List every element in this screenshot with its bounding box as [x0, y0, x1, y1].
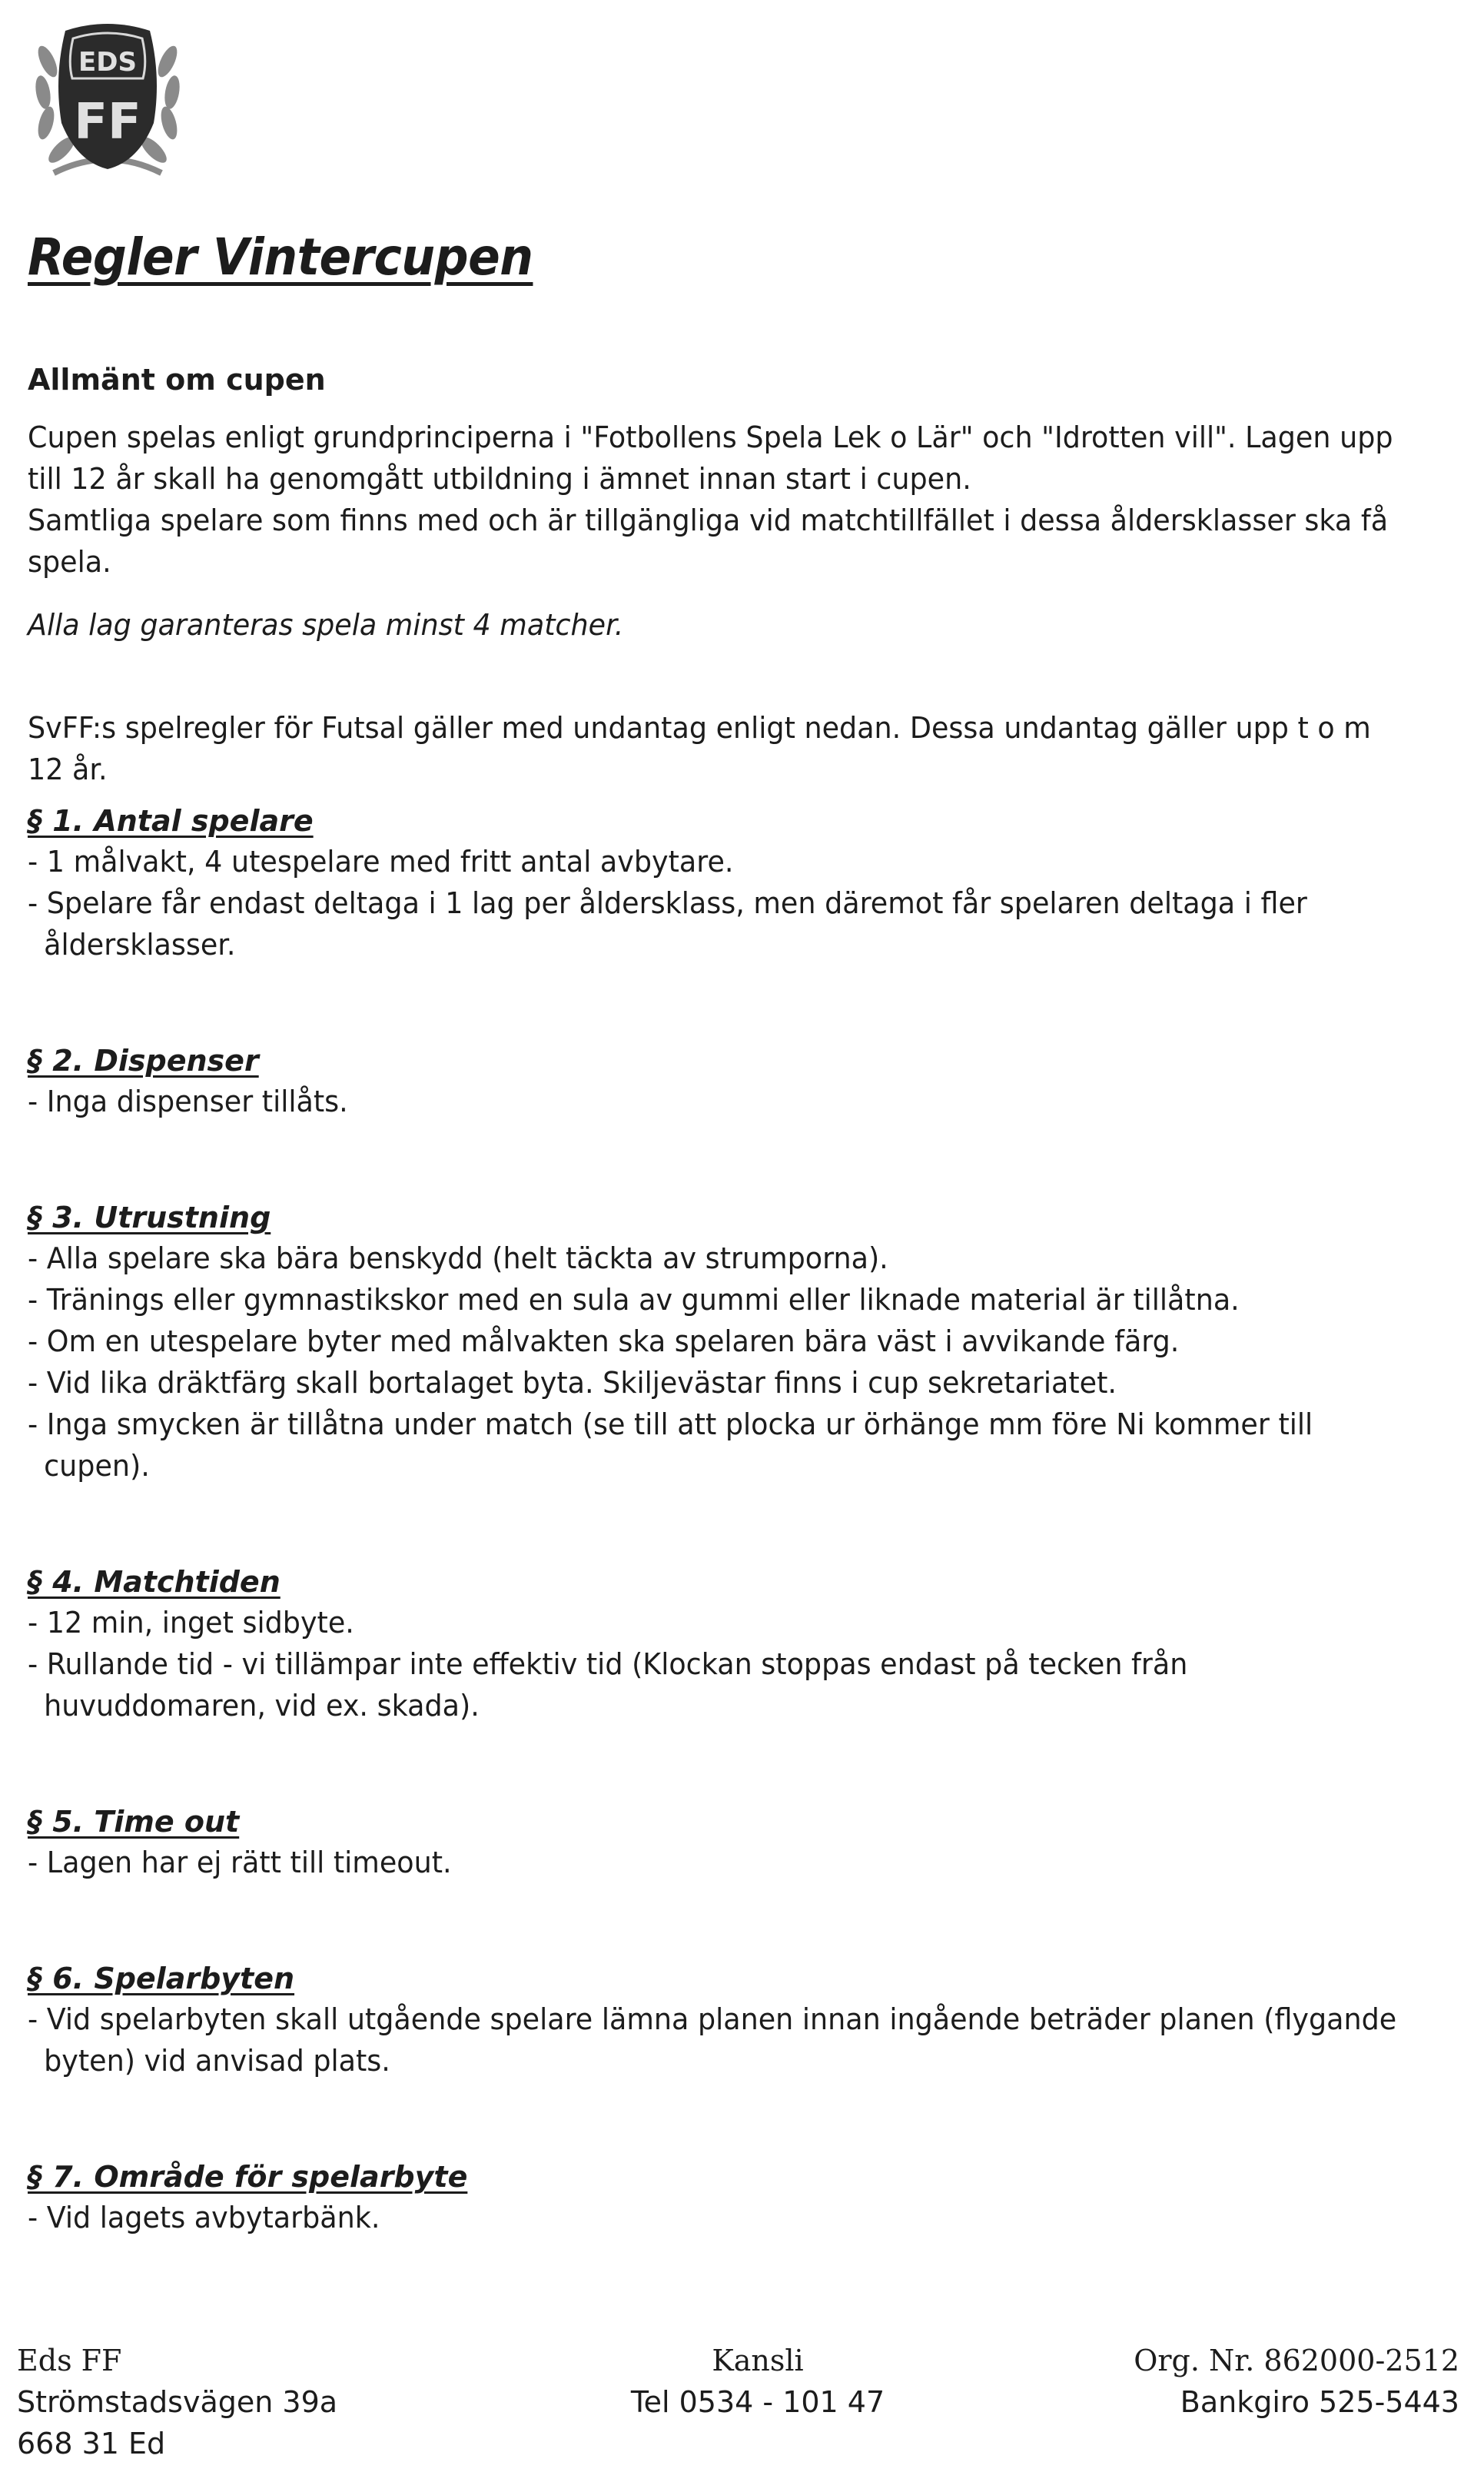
section-heading: § 5. Time out	[28, 1805, 240, 1839]
section-3	[28, 1198, 1472, 1487]
footer-club-name: Eds FF	[17, 2344, 122, 2377]
page-title: Regler Vintercupen	[28, 228, 533, 287]
list-item: - Om en utespelare byter med målvakten ska spelaren bära väst i avvikande färg.	[28, 1324, 1180, 1358]
list-item: - Inga dispenser tillåts.	[28, 1085, 348, 1118]
footer-org	[1134, 2340, 1459, 2423]
list-item: - Lagen har ej rätt till timeout.	[28, 1846, 452, 1879]
intro-paragraph-3: Alla lag garanteras spela minst 4 matcher.	[28, 608, 624, 642]
section-5	[28, 1802, 1472, 1883]
footer-office	[612, 2340, 904, 2423]
footer-street: Strömstadsvägen 39a	[17, 2385, 338, 2419]
list-item: - Alla spelare ska bära benskydd (helt täckta av strumporna).	[28, 1241, 888, 1275]
list-item: - Vid lagets avbytarbänk.	[28, 2201, 380, 2234]
logo-bottom-text: FF	[74, 94, 141, 151]
list-item: - Tränings eller gymnastikskor med en sula av gummi eller liknade material är tillåtna.	[28, 1283, 1240, 1317]
intro-paragraph-4: SvFF:s spelregler för Futsal gäller med undantag enligt nedan. Dessa undantag gäller upp t o m 12 år.	[28, 711, 1371, 786]
list-item: - 12 min, inget sidbyte.	[28, 1606, 354, 1640]
section-heading: § 3. Utrustning	[28, 1201, 271, 1234]
intro-paragraph-2: Samtliga spelare som finns med och är tillgängliga vid matchtillfället i dessa åldersklasser ska få spela.	[28, 503, 1389, 579]
section-heading: § 4. Matchtiden	[28, 1565, 281, 1599]
list-item: - Vid spelarbyten skall utgående spelare lämna planen innan ingående beträder planen (flygande byten) vid anvisad plats.	[28, 2002, 1397, 2078]
footer-address	[17, 2340, 337, 2464]
footer-bankgiro: Bankgiro 525-5443	[1180, 2385, 1459, 2419]
footer-phone: Tel 0534 - 101 47	[630, 2385, 885, 2419]
section-heading: § 6. Spelarbyten	[28, 1962, 295, 1995]
logo-top-text: EDS	[78, 47, 137, 78]
intro-paragraph-1: Cupen spelas enligt grundprinciperna i "Fotbollens Spela Lek o Lär" och "Idrotten vill". Lagen upp till 12 år skall ha genomgått utbildning i ämnet innan start i cupen.	[28, 420, 1393, 496]
footer-office-label: Kansli	[712, 2344, 804, 2377]
footer-postal: 668 31 Ed	[17, 2427, 166, 2460]
list-item: - Rullande tid - vi tillämpar inte effektiv tid (Klockan stoppas endast på tecken från huvuddomaren, vid ex. skada).	[28, 1647, 1188, 1723]
section-heading: § 7. Område för spelarbyte	[28, 2160, 468, 2194]
section-1	[28, 801, 1472, 965]
club-logo	[31, 15, 184, 184]
footer	[14, 2340, 1469, 2463]
section-7	[28, 2157, 1472, 2238]
section-heading: § 2. Dispenser	[28, 1044, 259, 1078]
intro-heading: Allmänt om cupen	[28, 363, 326, 397]
section-6	[28, 1959, 1472, 2082]
footer-org-number: Org. Nr. 862000-2512	[1134, 2344, 1459, 2377]
list-item: - 1 målvakt, 4 utespelare med fritt antal avbytare.	[28, 845, 734, 879]
document-body	[28, 363, 1472, 2238]
list-item: - Vid lika dräktfärg skall bortalaget byta. Skiljevästar finns i cup sekretariatet.	[28, 1366, 1117, 1400]
list-item: - Inga smycken är tillåtna under match (se till att plocka ur örhänge mm före Ni kommer till cupen).	[28, 1407, 1313, 1483]
section-2	[28, 1041, 1472, 1122]
list-item: - Spelare får endast deltaga i 1 lag per åldersklass, men däremot får spelaren deltaga i fler åldersklasser.	[28, 886, 1307, 962]
section-4	[28, 1562, 1472, 1726]
section-heading: § 1. Antal spelare	[28, 804, 314, 838]
